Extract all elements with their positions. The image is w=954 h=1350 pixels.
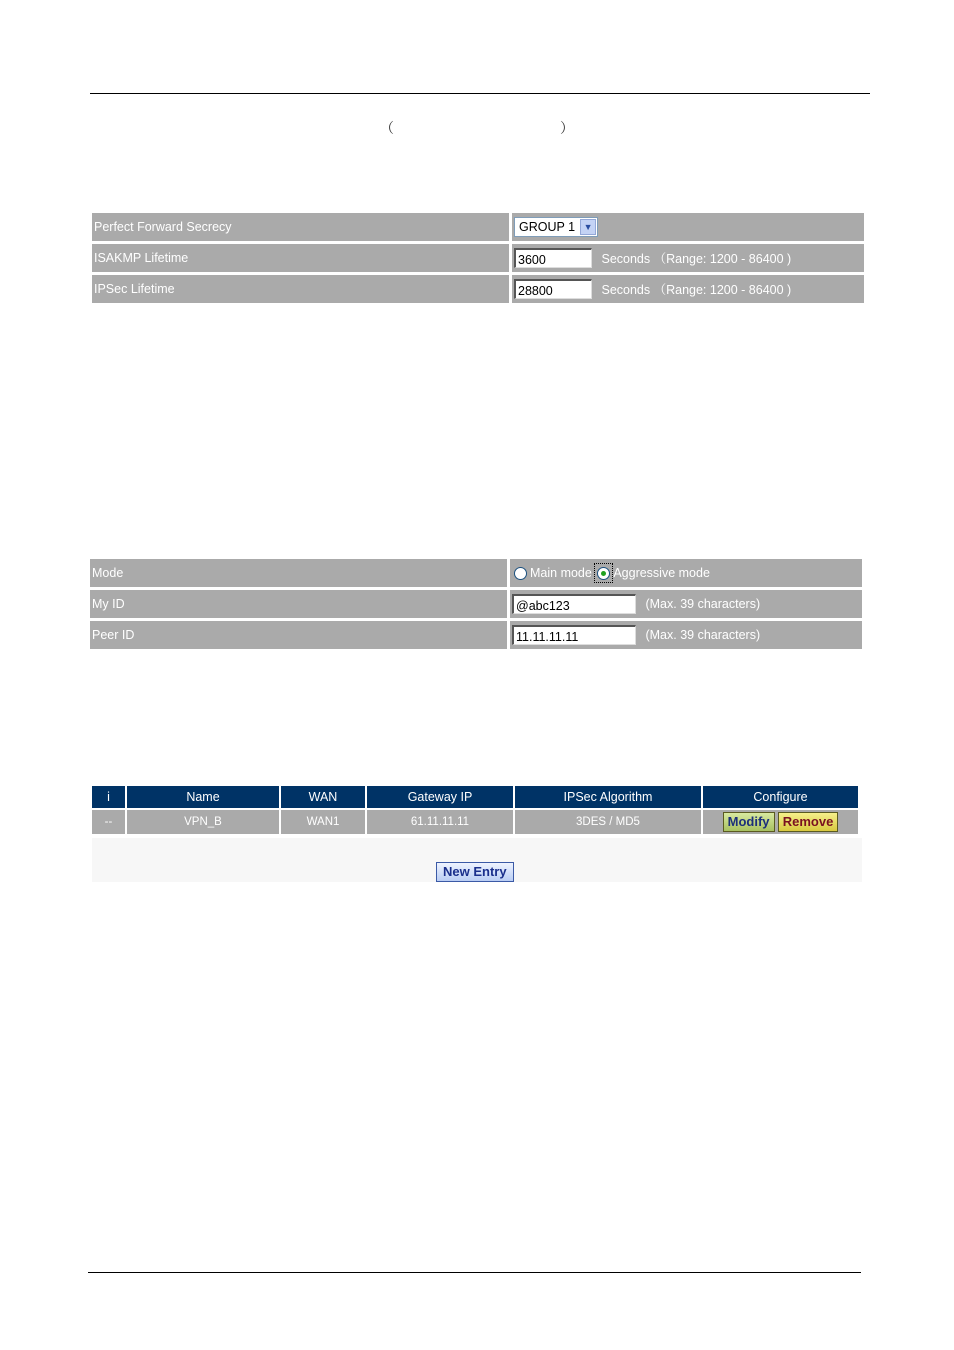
pfs-lifetime-form bbox=[92, 210, 864, 306]
cell-index: -- bbox=[92, 808, 125, 834]
col-header-index: i bbox=[92, 786, 125, 808]
pfs-select-value: GROUP 1 bbox=[519, 220, 576, 234]
peer-id-note: (Max. 39 characters) bbox=[645, 628, 761, 642]
cell-wan: WAN1 bbox=[281, 808, 365, 834]
peer-id-label: Peer ID bbox=[90, 621, 510, 649]
ipsec-lifetime-note: Seconds （Range: 1200 - 86400 ) bbox=[601, 283, 792, 297]
ipsec-lifetime-label: IPSec Lifetime bbox=[92, 275, 512, 303]
my-id-note: (Max. 39 characters) bbox=[645, 597, 761, 611]
new-entry-button[interactable]: New Entry bbox=[436, 862, 514, 882]
col-header-wan: WAN bbox=[281, 786, 365, 808]
header-rule bbox=[90, 93, 870, 94]
aggressive-mode-label[interactable]: Aggressive mode bbox=[613, 566, 710, 580]
paren-close: ） bbox=[560, 120, 574, 136]
modify-button[interactable]: Modify bbox=[723, 812, 775, 832]
col-header-name: Name bbox=[127, 786, 279, 808]
pfs-label: Perfect Forward Secrecy bbox=[92, 213, 512, 241]
col-header-configure: Configure bbox=[703, 786, 858, 808]
aggressive-mode-radio[interactable] bbox=[597, 567, 610, 580]
chevron-down-icon[interactable]: ▼ bbox=[580, 219, 596, 235]
col-header-ipsec-algorithm: IPSec Algorithm bbox=[515, 786, 701, 808]
cell-configure bbox=[703, 808, 858, 834]
cell-name: VPN_B bbox=[127, 808, 279, 834]
col-header-gateway-ip: Gateway IP bbox=[367, 786, 513, 808]
my-id-row bbox=[90, 590, 862, 618]
cell-gateway-ip: 61.11.11.11 bbox=[367, 808, 513, 834]
pfs-select[interactable] bbox=[514, 217, 598, 237]
ipsec-lifetime-input[interactable]: 28800 bbox=[514, 279, 592, 299]
mode-row bbox=[90, 559, 862, 587]
pfs-row bbox=[92, 213, 864, 241]
cell-ipsec-algorithm: 3DES / MD5 bbox=[515, 808, 701, 834]
peer-id-input[interactable]: 11.11.11.11 bbox=[512, 625, 636, 645]
isakmp-lifetime-note: Seconds （Range: 1200 - 86400 ) bbox=[601, 252, 792, 266]
table-row bbox=[92, 808, 858, 834]
isakmp-lifetime-row bbox=[92, 244, 864, 272]
peer-id-row bbox=[90, 621, 862, 649]
mode-id-form bbox=[90, 556, 862, 652]
my-id-input[interactable]: @abc123 bbox=[512, 594, 636, 614]
main-mode-label[interactable]: Main mode bbox=[530, 566, 592, 580]
remove-button[interactable]: Remove bbox=[778, 812, 839, 832]
main-mode-radio[interactable] bbox=[514, 567, 527, 580]
isakmp-lifetime-label: ISAKMP Lifetime bbox=[92, 244, 512, 272]
mode-label: Mode bbox=[90, 559, 510, 587]
paren-open: （ bbox=[380, 120, 394, 136]
isakmp-lifetime-input[interactable]: 3600 bbox=[514, 248, 592, 268]
my-id-label: My ID bbox=[90, 590, 510, 618]
table-header-row bbox=[92, 786, 858, 808]
ipsec-lifetime-row bbox=[92, 275, 864, 303]
footer-rule bbox=[88, 1272, 861, 1273]
vpn-list-table bbox=[90, 786, 860, 834]
